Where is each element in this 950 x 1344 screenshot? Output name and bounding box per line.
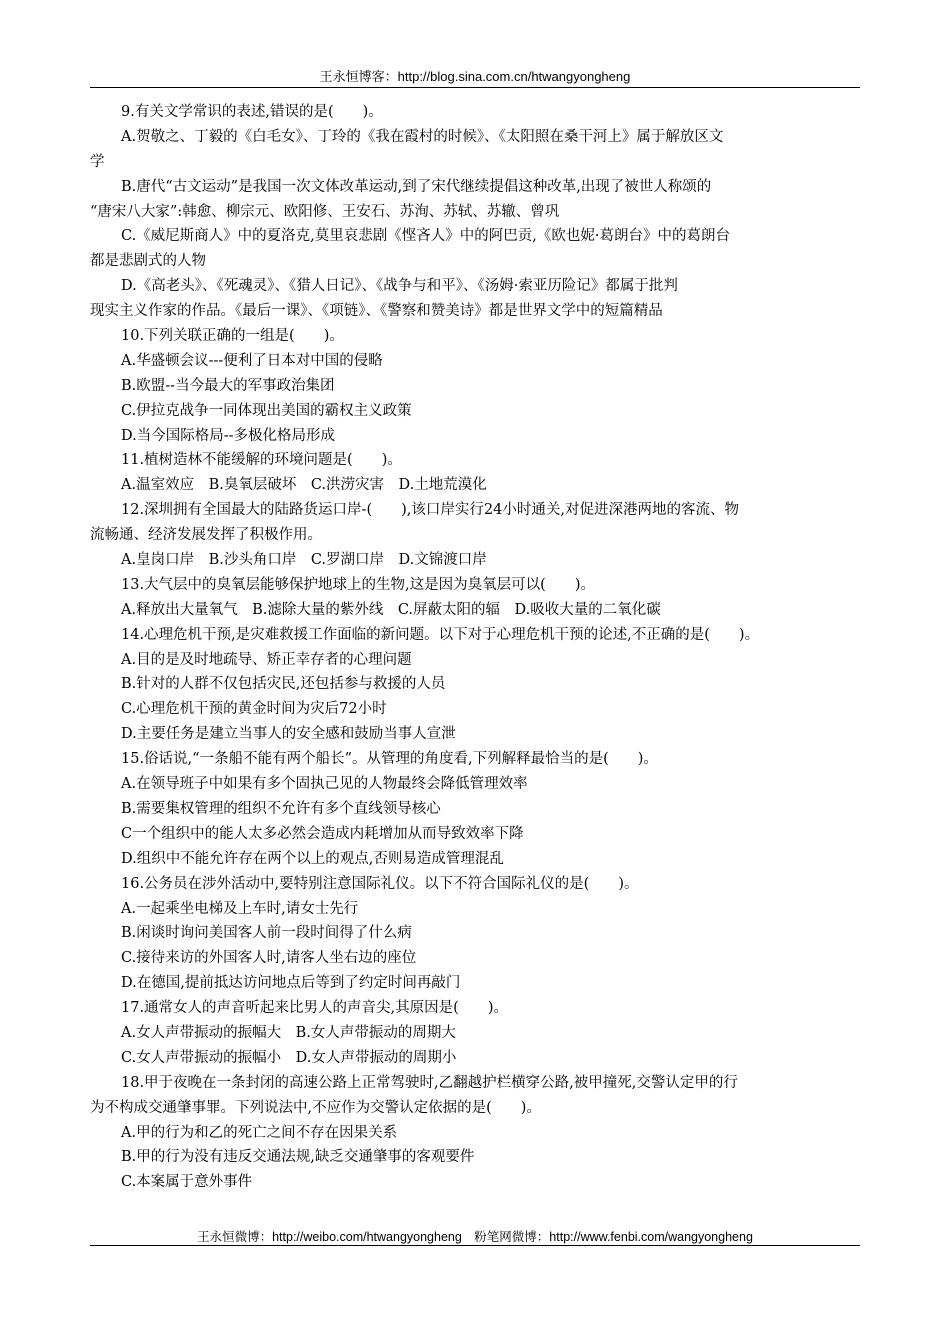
text-line-q9-b-2: “唐宋八大家”:韩愈、柳宗元、欧阳修、王安石、苏洵、苏轼、苏辙、曾巩 bbox=[90, 203, 560, 220]
document-body bbox=[90, 100, 860, 1195]
text-line-q10: 10.下列关联正确的一组是( )。 bbox=[121, 328, 344, 345]
text-line-q9-d-1: D.《高老头》、《死魂灵》、《猎人日记》、《战争与和平》、《汤姆·索亚历险记》都属于批判 bbox=[121, 278, 678, 295]
text-line-q9-b-1: B.唐代“古文运动”是我国一次文体改革运动,到了宋代继续提倡这种改革,出现了被世人称颂的 bbox=[121, 178, 712, 195]
text-line-q12-1: 12.深圳拥有全国最大的陆路货运口岸-( ),该口岸实行24小时通关,对促进深港两地的客流、物 bbox=[121, 502, 739, 519]
text-line-q16-a: A.一起乘坐电梯及上车时,请女士先行 bbox=[121, 900, 359, 917]
text-line-q14-b: B.针对的人群不仅包括灾民,还包括参与救援的人员 bbox=[121, 676, 446, 693]
text-line-q10-c: C.伊拉克战争一同体现出美国的霸权主义政策 bbox=[121, 402, 412, 419]
text-line-q14-d: D.主要任务是建立当事人的安全感和鼓励当事人宣泄 bbox=[121, 726, 456, 743]
text-line-q16-d: D.在德国,提前抵达访问地点后等到了约定时间再敲门 bbox=[121, 975, 461, 992]
text-line-q14-a: A.目的是及时地疏导、矫正幸存者的心理问题 bbox=[121, 651, 412, 668]
text-line-q13-opts: A.释放出大量氧气 B.滤除大量的紫外线 C.屏蔽太阳的辐 D.吸收大量的二氧化碳 bbox=[121, 601, 661, 618]
text-line-q9-a-1: A.贺敬之、丁毅的《白毛女》、丁玲的《我在霞村的时候》、《太阳照在桑干河上》属于解放区文 bbox=[121, 128, 724, 145]
text-line-q14: 14.心理危机干预,是灾难救援工作面临的新问题。以下对于心理危机干预的论述,不正确的是( )。 bbox=[121, 626, 760, 643]
text-line-q10-b: B.欧盟--当今最大的军事政治集团 bbox=[121, 377, 335, 394]
text-line-q9-c-2: 都是悲剧式的人物 bbox=[90, 253, 206, 270]
text-line-q12-2: 流畅通、经济发展发挥了积极作用。 bbox=[90, 527, 322, 544]
text-line-q10-d: D.当今国际格局--多极化格局形成 bbox=[121, 427, 336, 444]
text-line-q9: 9.有关文学常识的表述,错误的是( )。 bbox=[121, 104, 383, 120]
page-footer: 王永恒微博：http://weibo.com/htwangyongheng 粉笔网微博：http://www.fenbi.com/wangyongheng bbox=[197, 1230, 753, 1244]
text-line-q11: 11.植树造林不能缓解的环境问题是( )。 bbox=[121, 452, 402, 469]
text-line-q10-a: A.华盛顿会议---便利了日本对中国的侵略 bbox=[121, 352, 383, 369]
text-line-q18-2: 为不构成交通肇事罪。下列说法中,不应作为交警认定依据的是( )。 bbox=[90, 1099, 541, 1116]
text-line-q18-a: A.甲的行为和乙的死亡之间不存在因果关系 bbox=[121, 1124, 398, 1141]
text-line-q15: 15.俗话说,“一条船不能有两个船长”。从管理的角度看,下列解释最恰当的是( )。 bbox=[121, 751, 658, 768]
text-line-q14-c: C.心理危机干预的黄金时间为灾后72小时 bbox=[121, 701, 387, 718]
text-line-q15-c: C一个组织中的能人太多必然会造成内耗增加从而导致效率下降 bbox=[121, 825, 524, 842]
text-line-q17-cd: C.女人声带振动的振幅小 D.女人声带振动的周期小 bbox=[121, 1049, 457, 1066]
text-line-q11-opts: A.温室效应 B.臭氧层破坏 C.洪涝灾害 D.土地荒漠化 bbox=[121, 477, 487, 494]
footer-rule bbox=[90, 1245, 860, 1246]
text-line-q15-a: A.在领导班子中如果有多个固执己见的人物最终会降低管理效率 bbox=[121, 776, 528, 793]
text-line-q18-c: C.本案属于意外事件 bbox=[121, 1174, 253, 1191]
text-line-q13: 13.大气层中的臭氧层能够保护地球上的生物,这是因为臭氧层可以( )。 bbox=[121, 576, 595, 593]
text-line-q15-d: D.组织中不能允许存在两个以上的观点,否则易造成管理混乱 bbox=[121, 850, 504, 867]
page-header: 王永恒博客：http://blog.sina.com.cn/htwangyongheng bbox=[319, 69, 631, 84]
text-line-q15-b: B.需要集权管理的组织不允许有多个直线领导核心 bbox=[121, 800, 441, 817]
text-line-q12-opts: A.皇岗口岸 B.沙头角口岸 C.罗湖口岸 D.文锦渡口岸 bbox=[121, 552, 487, 569]
text-line-q16: 16.公务员在涉外活动中,要特别注意国际礼仪。以下不符合国际礼仪的是( )。 bbox=[121, 875, 639, 892]
text-line-q9-d-2: 现实主义作家的作品。《最后一课》、《项链》、《警察和赞美诗》都是世界文学中的短篇精品 bbox=[90, 303, 663, 320]
text-line-q16-b: B.闲谈时询问美国客人前一段时间得了什么病 bbox=[121, 925, 412, 942]
text-line-q17: 17.通常女人的声音听起来比男人的声音尖,其原因是( )。 bbox=[121, 1000, 508, 1017]
header-rule bbox=[90, 87, 860, 88]
text-line-q16-c: C.接待来访的外国客人时,请客人坐右边的座位 bbox=[121, 950, 417, 967]
text-line-q9-c-1: C.《威尼斯商人》中的夏洛克,莫里哀悲剧《悭吝人》中的阿巴贡,《欧也妮·葛朗台》中的葛朗台 bbox=[121, 228, 731, 245]
text-line-q18-1: 18.甲于夜晚在一条封闭的高速公路上正常驾驶时,乙翻越护栏横穿公路,被甲撞死,交警认定甲的行 bbox=[121, 1074, 738, 1091]
text-line-q18-b: B.甲的行为没有违反交通法规,缺乏交通肇事的客观要件 bbox=[121, 1149, 475, 1166]
text-line-q9-a-2: 学 bbox=[90, 153, 105, 170]
text-line-q17-ab: A.女人声带振动的振幅大 B.女人声带振动的周期大 bbox=[121, 1024, 456, 1041]
